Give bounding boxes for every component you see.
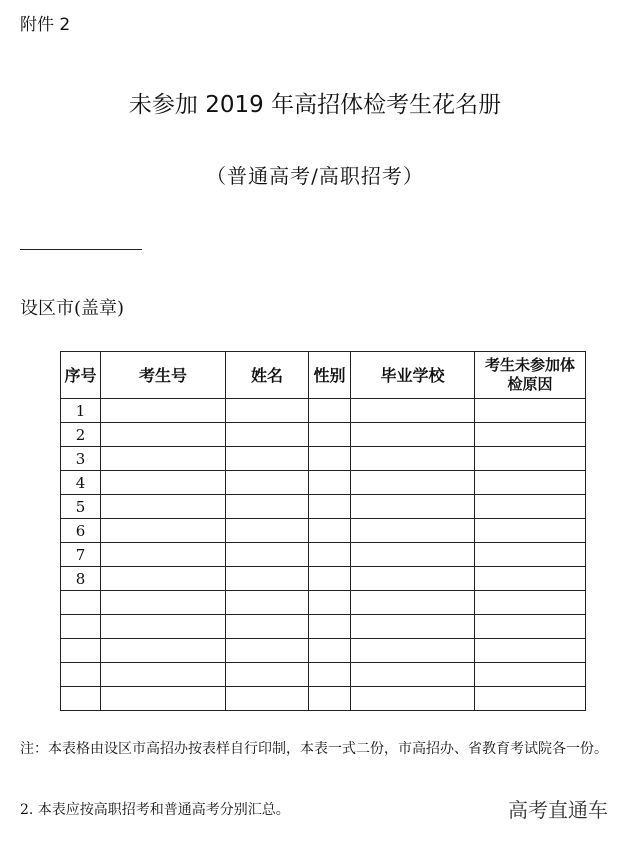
- header-reason-line1: 考生未参加体: [484, 356, 575, 374]
- cell-name[interactable]: [226, 543, 309, 567]
- cell-seq: [61, 687, 101, 711]
- cell-seq: [61, 663, 101, 687]
- cell-reason[interactable]: [475, 495, 586, 519]
- cell-school[interactable]: [351, 471, 475, 495]
- header-reason: [475, 352, 586, 399]
- note-two: 2. 本表应按高职招考和普通高考分别汇总。: [20, 802, 290, 818]
- cell-seq: 7: [61, 543, 101, 567]
- cell-school[interactable]: [351, 519, 475, 543]
- cell-reason[interactable]: [475, 615, 586, 639]
- cell-exam-id[interactable]: [101, 519, 226, 543]
- cell-exam-id[interactable]: [101, 423, 226, 447]
- cell-name[interactable]: [226, 591, 309, 615]
- table-row: [61, 519, 586, 543]
- cell-name[interactable]: [226, 423, 309, 447]
- cell-gender[interactable]: [309, 687, 351, 711]
- table-header-row: [61, 352, 586, 399]
- table-body: [61, 399, 586, 711]
- cell-school[interactable]: [351, 591, 475, 615]
- table-row: [61, 591, 586, 615]
- cell-seq: 1: [61, 399, 101, 423]
- cell-name[interactable]: [226, 663, 309, 687]
- cell-gender[interactable]: [309, 423, 351, 447]
- cell-seq: 2: [61, 423, 101, 447]
- cell-seq: 3: [61, 447, 101, 471]
- cell-reason[interactable]: [475, 423, 586, 447]
- cell-reason[interactable]: [475, 567, 586, 591]
- table-row: [61, 543, 586, 567]
- cell-gender[interactable]: [309, 591, 351, 615]
- cell-exam-id[interactable]: [101, 447, 226, 471]
- cell-school[interactable]: [351, 423, 475, 447]
- table-row: [61, 663, 586, 687]
- page-subtitle: （普通高考/高职招考）: [206, 164, 424, 188]
- cell-school[interactable]: [351, 543, 475, 567]
- header-gender: 性别: [309, 352, 351, 399]
- cell-exam-id[interactable]: [101, 567, 226, 591]
- table-row: [61, 639, 586, 663]
- cell-school[interactable]: [351, 663, 475, 687]
- cell-exam-id[interactable]: [101, 471, 226, 495]
- cell-gender[interactable]: [309, 567, 351, 591]
- cell-exam-id[interactable]: [101, 687, 226, 711]
- cell-exam-id[interactable]: [101, 639, 226, 663]
- cell-gender[interactable]: [309, 663, 351, 687]
- cell-exam-id[interactable]: [101, 663, 226, 687]
- header-reason-line2: 检原因: [507, 375, 553, 393]
- cell-name[interactable]: [226, 519, 309, 543]
- district-seal-label: 设区市(盖章): [20, 298, 125, 319]
- table-row: [61, 447, 586, 471]
- cell-school[interactable]: [351, 567, 475, 591]
- cell-gender[interactable]: [309, 399, 351, 423]
- cell-seq: 4: [61, 471, 101, 495]
- cell-gender[interactable]: [309, 495, 351, 519]
- page-title: 未参加 2019 年高招体检考生花名册: [128, 92, 502, 118]
- cell-gender[interactable]: [309, 615, 351, 639]
- cell-reason[interactable]: [475, 591, 586, 615]
- cell-seq: 6: [61, 519, 101, 543]
- table-row: [61, 399, 586, 423]
- cell-name[interactable]: [226, 567, 309, 591]
- cell-exam-id[interactable]: [101, 399, 226, 423]
- cell-reason[interactable]: [475, 639, 586, 663]
- cell-name[interactable]: [226, 471, 309, 495]
- cell-school[interactable]: [351, 447, 475, 471]
- cell-seq: 8: [61, 567, 101, 591]
- cell-name[interactable]: [226, 687, 309, 711]
- cell-reason[interactable]: [475, 471, 586, 495]
- cell-gender[interactable]: [309, 543, 351, 567]
- cell-name[interactable]: [226, 615, 309, 639]
- cell-reason[interactable]: [475, 543, 586, 567]
- table-row: [61, 687, 586, 711]
- watermark-text: 高考直通车: [508, 798, 608, 822]
- cell-exam-id[interactable]: [101, 591, 226, 615]
- header-name: 姓名: [226, 352, 309, 399]
- cell-school[interactable]: [351, 495, 475, 519]
- cell-exam-id[interactable]: [101, 615, 226, 639]
- cell-seq: [61, 591, 101, 615]
- cell-exam-id[interactable]: [101, 495, 226, 519]
- cell-reason[interactable]: [475, 399, 586, 423]
- cell-gender[interactable]: [309, 471, 351, 495]
- cell-seq: [61, 639, 101, 663]
- cell-reason[interactable]: [475, 687, 586, 711]
- header-exam-id: 考生号: [101, 352, 226, 399]
- cell-school[interactable]: [351, 687, 475, 711]
- table-row: [61, 471, 586, 495]
- table-row: [61, 615, 586, 639]
- fill-in-blank-line: [20, 249, 142, 250]
- header-seq: 序号: [61, 352, 101, 399]
- table-row: [61, 495, 586, 519]
- table-row: [61, 423, 586, 447]
- header-school: 毕业学校: [351, 352, 475, 399]
- cell-reason[interactable]: [475, 519, 586, 543]
- cell-exam-id[interactable]: [101, 543, 226, 567]
- cell-name[interactable]: [226, 399, 309, 423]
- note-one: 注：本表格由设区市高招办按表样自行印制，本表一式二份，市高招办、省教育考试院各一份。: [20, 741, 608, 757]
- student-roster-table: [60, 351, 586, 711]
- attachment-label: 附件 2: [20, 15, 71, 35]
- cell-name[interactable]: [226, 639, 309, 663]
- cell-seq: 5: [61, 495, 101, 519]
- cell-gender[interactable]: [309, 519, 351, 543]
- cell-reason[interactable]: [475, 447, 586, 471]
- cell-gender[interactable]: [309, 447, 351, 471]
- cell-school[interactable]: [351, 615, 475, 639]
- cell-reason[interactable]: [475, 663, 586, 687]
- cell-seq: [61, 615, 101, 639]
- cell-name[interactable]: [226, 447, 309, 471]
- cell-school[interactable]: [351, 399, 475, 423]
- table-row: [61, 567, 586, 591]
- cell-gender[interactable]: [309, 639, 351, 663]
- cell-name[interactable]: [226, 495, 309, 519]
- cell-school[interactable]: [351, 639, 475, 663]
